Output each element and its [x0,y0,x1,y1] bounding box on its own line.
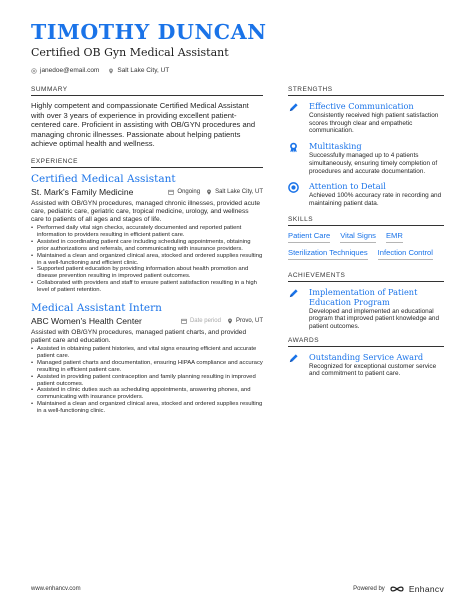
location-contact [108,67,169,74]
pen-icon [288,353,300,378]
awards-heading: AWARDS [288,337,444,347]
skill-tag: EMR [386,231,403,243]
strength-title: Attention to Detail [309,181,386,192]
award-description: Recognized for exceptional customer service and commitment to patient care. [309,362,437,378]
strength-description: Achieved 100% accuracy rate in recording and maintaining patient data. [309,192,442,207]
target-icon [288,182,300,207]
job-description: Assisted with OB/GYN procedures, managed patient charts, and provided patient care and education. [31,329,247,345]
website-link[interactable]: www.enhancv.com [31,586,81,592]
location-pin-icon [206,189,212,195]
list-item: • Collaborated with providers and staff to ensure patient satisfaction resulting in a high level of patient retention. [31,280,263,294]
location-pin-icon [108,68,114,74]
candidate-name: TIMOTHY DUNCAN [31,20,267,44]
skill-tag: Infection Control [378,248,433,260]
experience-heading: EXPERIENCE [31,158,263,168]
achievements-heading: ACHIEVEMENTS [288,272,444,282]
summary-heading: SUMMARY [31,86,263,96]
skills-heading: SKILLS [288,216,444,226]
award-item [288,352,444,378]
experience-entry [31,302,263,415]
skills-list [288,231,444,260]
skill-tag: Vital Signs [340,231,376,243]
at-icon [31,68,37,74]
email-contact[interactable] [31,67,99,74]
achievement-item [288,287,444,331]
list-item: • Assisted in obtaining patient histories, and vital signs ensuring efficient and accurate patient care. [31,346,263,360]
contact-row [31,67,169,74]
job-location: Salt Lake City, UT [215,188,263,195]
medal-icon [288,142,300,175]
powered-by-label: Powered by [353,586,385,592]
job-description: Assisted with OB/GYN procedures, managed chronic illnesses, provided acute care, pediatric care, geriatric care, tropical medicine, urology, and wellness care to patients of all ages and stages of life. [31,199,261,223]
strengths-heading: STRENGTHS [288,86,444,96]
job-date: Ongoing [177,188,201,195]
skill-tag: Sterilization Techniques [288,248,368,260]
job-bullets [31,225,263,294]
job-location: Provo, UT [235,318,263,325]
company-name: ABC Women's Health Center [31,316,142,327]
calendar-icon [181,318,187,324]
achievement-title: Implementation of Patient Education Program [309,286,418,307]
strength-title: Effective Communication [309,101,414,111]
achievement-description: Developed and implemented an educational program that improved patient knowledge and patient outcomes. [309,307,440,331]
list-item: • Assisted in coordinating patient care including scheduling appointments, obtaining prior authorizations and referrals, and communicating with insurance providers. [31,239,263,253]
pen-icon [288,288,300,331]
strength-title: Multitasking [309,141,362,152]
pen-icon [288,102,300,135]
list-item: • Maintained a clean and organized clinical area, stocked and ordered supplies resulting in a well-functioning and efficient clinic. [31,253,263,267]
list-item: • Supported patient education by providing information about health promotion and disease prevention resulting in improved patient outcomes. [31,266,263,280]
enhancv-logo-icon [390,585,404,593]
list-item: • Assisted in clinic duties such as scheduling appointments, answering phones, and communicating with insurance providers. [31,387,263,401]
candidate-title: Certified OB Gyn Medical Assistant [31,46,229,59]
powered-by[interactable] [353,584,444,594]
job-bullets [31,346,263,415]
experience-entry [31,173,263,294]
right-column [288,86,444,384]
job-date: Date period [189,318,221,325]
list-item: • Assisted in providing patient contraception and family planning resulting in improved patient outcomes. [31,374,263,388]
strength-item [288,141,444,175]
brand-name: Enhancv [408,584,444,594]
skill-tag: Patient Care [288,231,330,243]
award-title: Outstanding Service Award [309,351,424,362]
left-column [31,86,263,415]
strength-description: Consistently received high patient satisfaction scores through clear and empathetic communication. [309,112,439,135]
strength-item [288,181,444,207]
company-name: St. Mark's Family Medicine [31,186,134,197]
list-item: • Performed daily vital sign checks, accurately documented and reported patient information to providers resulting in efficient patient care. [31,225,263,239]
location-pin-icon [227,318,233,324]
strength-description: Successfully managed up to 4 patients simultaneously, ensuring timely completion of procedures and accurate documentation. [309,152,438,175]
summary-text: Highly competent and compassionate Certified Medical Assistant with over 3 years of experience in providing excellent patient-centered care. Proficient in assisting with OB/GYN procedures and managing chronic illnesses. Passionate about helping patients achieve optimal health and wellness. [31,101,256,149]
list-item: • Managed patient charts and documentation, ensuring HIPAA compliance and accuracy resulting in efficient patient care. [31,360,263,374]
location-text: Salt Lake City, UT [117,67,170,74]
job-title: Certified Medical Assistant [31,172,176,185]
strength-item [288,101,444,135]
email-text: janedoe@email.com [40,67,100,74]
job-title: Medical Assistant Intern [31,302,162,315]
footer [31,584,444,594]
list-item: • Maintained a clean and organized clinical area, stocked and ordered supplies resulting in a well-functioning clinic. [31,401,263,415]
calendar-icon [168,189,174,195]
